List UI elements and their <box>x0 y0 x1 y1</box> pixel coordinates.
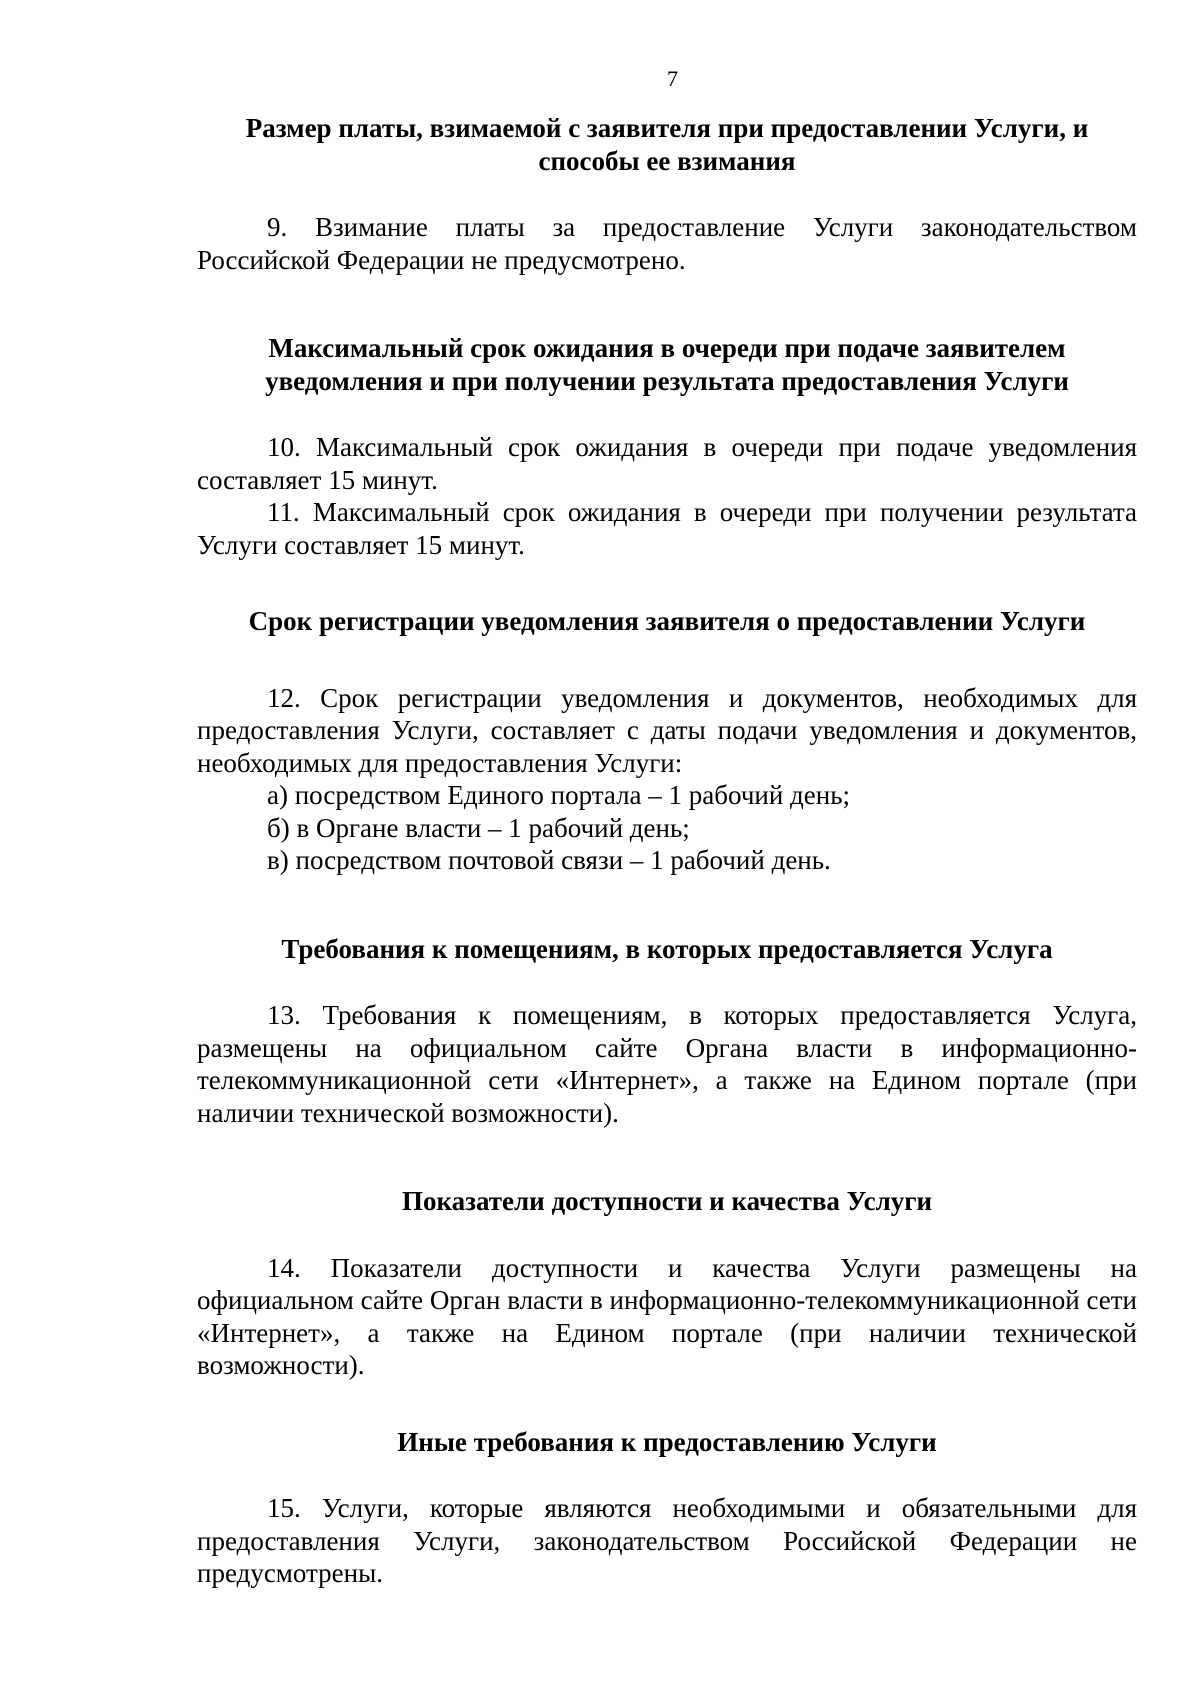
page-number: 7 <box>667 66 678 91</box>
paragraph-11: 11. Максимальный срок ожидания в очереди при получении результата Услуги составляет 15 минут. <box>197 497 1137 560</box>
document-body <box>197 112 1137 1590</box>
heading-payment-line1: Размер платы, взимаемой с заявителя при предоставлении Услуги, и <box>245 113 1089 143</box>
heading-queue-line2: уведомления и при получении результата предоставления Услуги <box>265 365 1069 396</box>
paragraph-13: 13. Требования к помещениям, в которых предоставляется Услуга, размещены на официальном сайте Органа власти в информационно-телекоммуникационной сети «Интернет», а также на Едином портале (при наличии технической возможности). <box>197 1000 1137 1128</box>
list-item: б) в Органе власти – 1 рабочий день; <box>267 812 690 843</box>
heading-quality: Показатели доступности и качества Услуги <box>401 1186 933 1216</box>
paragraph-9: 9. Взимание платы за предоставление Услуги законодательством Российской Федерации не предусмотрено. <box>197 212 1137 275</box>
list-item: в) посредством почтовой связи – 1 рабочий день. <box>267 845 831 875</box>
paragraph-12: 12. Срок регистрации уведомления и документов, необходимых для предоставления Услуги, составляет с даты подачи уведомления и документов, необходимых для предоставления Услуги: <box>197 682 1137 778</box>
section-registration <box>197 605 1137 877</box>
paragraph-14: 14. Показатели доступности и качества Услуги размещены на официальном сайте Орган власти в информационно-телекоммуникационной сети «Интернет», а также на Едином портале (при наличии технической возможности). <box>197 1252 1137 1380</box>
heading-premises: Требования к помещениям, в которых предоставляется Услуга <box>281 933 1053 964</box>
section-other <box>197 1426 1137 1590</box>
paragraph-10: 10. Максимальный срок ожидания в очереди при подаче уведомления составляет 15 минут. <box>197 432 1137 495</box>
list-item: а) посредством Единого портала – 1 рабочий день; <box>267 780 851 810</box>
paragraph-15: 15. Услуги, которые являются необходимыми и обязательными для предоставления Услуги, законодательством Российской Федерации не предусмотрены. <box>197 1493 1137 1588</box>
section-queue <box>197 332 1137 561</box>
heading-queue-line1: Максимальный срок ожидания в очереди при подаче заявителем <box>268 333 1066 363</box>
heading-registration: Срок регистрации уведомления заявителя о предоставлении Услуги <box>248 606 1086 636</box>
section-quality <box>197 1185 1137 1382</box>
section-payment <box>197 112 1137 276</box>
heading-other: Иные требования к предоставлению Услуги <box>397 1426 937 1457</box>
heading-payment-line2: способы ее взимания <box>538 145 796 176</box>
section-premises <box>197 933 1137 1130</box>
